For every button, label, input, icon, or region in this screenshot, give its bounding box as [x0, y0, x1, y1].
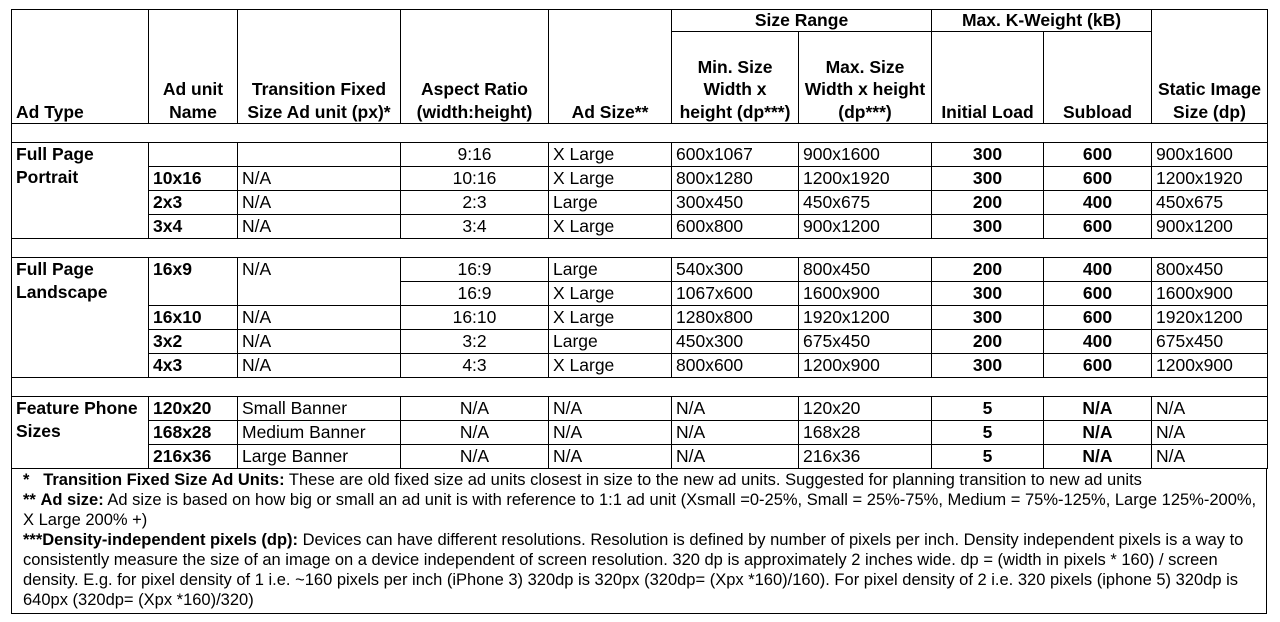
cell-min-size: 300x450 — [672, 191, 799, 215]
cell-subload: 400 — [1044, 330, 1152, 354]
cell-max-size: 1600x900 — [799, 282, 932, 306]
cell-ad-size: X Large — [549, 282, 672, 306]
header-size-range: Size Range — [672, 10, 932, 32]
cell-static-image: 1200x1920 — [1152, 167, 1268, 191]
footnote-dp — [12, 530, 1266, 610]
footnote-heading: Density-independent pixels (dp): — [42, 531, 299, 549]
cell-ad-size: X Large — [549, 167, 672, 191]
table-row — [12, 330, 1268, 354]
cell-transition: N/A — [238, 167, 401, 191]
cell-subload: N/A — [1044, 445, 1152, 469]
cell-unit-name: 168x28 — [149, 421, 238, 445]
cell-static-image: 450x675 — [1152, 191, 1268, 215]
header-max-size: Max. Size Width x height (dp***) — [799, 32, 932, 124]
table-row — [12, 215, 1268, 239]
cell-transition: N/A — [238, 215, 401, 239]
cell-initial-load: 5 — [932, 421, 1044, 445]
cell-subload: 600 — [1044, 354, 1152, 378]
cell-aspect: N/A — [401, 397, 549, 421]
cell-ad-size: N/A — [549, 397, 672, 421]
cell-aspect: 3:4 — [401, 215, 549, 239]
cell-static-image: 1920x1200 — [1152, 306, 1268, 330]
cell-initial-load: 300 — [932, 215, 1044, 239]
cell-min-size: 600x1067 — [672, 143, 799, 167]
footnote-heading: Ad size: — [40, 491, 104, 509]
cell-aspect: 10:16 — [401, 167, 549, 191]
footnote-mark: ** — [23, 491, 36, 509]
cell-initial-load: 200 — [932, 191, 1044, 215]
header-transition: Transition Fixed Size Ad unit (px)* — [238, 10, 401, 124]
cell-aspect: 16:9 — [401, 282, 549, 306]
cell-initial-load: 300 — [932, 167, 1044, 191]
cell-transition: Large Banner — [238, 445, 401, 469]
cell-aspect: N/A — [401, 421, 549, 445]
cell-subload: 600 — [1044, 306, 1152, 330]
cell-min-size: 1067x600 — [672, 282, 799, 306]
cell-max-size: 900x1200 — [799, 215, 932, 239]
cell-max-size: 1920x1200 — [799, 306, 932, 330]
footnote-transition — [12, 470, 1266, 490]
footnote-mark: *** — [23, 531, 43, 549]
header-ad-type: Ad Type — [12, 10, 149, 124]
table-row — [12, 421, 1268, 445]
table-row — [12, 167, 1268, 191]
header-ad-unit-name: Ad unit Name — [149, 10, 238, 124]
cell-min-size: N/A — [672, 445, 799, 469]
cell-min-size: 540x300 — [672, 258, 799, 282]
cell-unit-name: 10x16 — [149, 167, 238, 191]
cell-ad-size: N/A — [549, 421, 672, 445]
cell-subload: 600 — [1044, 167, 1152, 191]
cell-max-size: 216x36 — [799, 445, 932, 469]
group-label-feature: Feature Phone Sizes — [12, 397, 149, 469]
cell-unit-name: 120x20 — [149, 397, 238, 421]
cell-static-image: 900x1600 — [1152, 143, 1268, 167]
cell-subload: 600 — [1044, 215, 1152, 239]
cell-unit-name: 216x36 — [149, 445, 238, 469]
cell-transition: Small Banner — [238, 397, 401, 421]
header-aspect-ratio: Aspect Ratio (width:height) — [401, 10, 549, 124]
cell-ad-size: X Large — [549, 354, 672, 378]
cell-subload: 600 — [1044, 282, 1152, 306]
table-row — [12, 306, 1268, 330]
footnote-ad-size — [12, 490, 1266, 530]
footnote-heading: Transition Fixed Size Ad Units: — [43, 471, 285, 489]
cell-min-size: 1280x800 — [672, 306, 799, 330]
cell-aspect: N/A — [401, 445, 549, 469]
cell-transition: N/A — [238, 258, 401, 306]
spacer-row — [12, 124, 1268, 143]
footnotes — [11, 468, 1267, 614]
table-row — [12, 143, 1268, 167]
cell-ad-size: N/A — [549, 445, 672, 469]
cell-max-size: 900x1600 — [799, 143, 932, 167]
cell-ad-size: X Large — [549, 306, 672, 330]
cell-subload: N/A — [1044, 421, 1152, 445]
cell-subload: N/A — [1044, 397, 1152, 421]
table-row — [12, 354, 1268, 378]
cell-min-size: N/A — [672, 397, 799, 421]
cell-initial-load: 300 — [932, 306, 1044, 330]
header-initial-load: Initial Load — [932, 32, 1044, 124]
cell-ad-size: X Large — [549, 215, 672, 239]
ad-units-table — [11, 9, 1268, 469]
footnote-body: Devices can have different resolutions. Resolution is defined by number of pixels per inch. Density independent pixels is a way to consistently measure the size of an image on a device independent of screen resolution. 320 dp is approximately 2 inches wide. dp = (width in pixels * 160) / screen density. E.g. for pixel density of 1 i.e. ~160 pixels per inch (iPhone 3) 320dp is 320px (320dp= (Xpx *160)/160). For pixel density of 2 i.e. 320 pixels (iphone 5) 320dp is 640px (320dp= (Xpx *160)/320) — [23, 531, 1244, 609]
cell-unit-name: 3x4 — [149, 215, 238, 239]
cell-initial-load: 300 — [932, 354, 1044, 378]
cell-unit-name: 16x9 — [149, 258, 238, 306]
cell-static-image: N/A — [1152, 421, 1268, 445]
cell-initial-load: 200 — [932, 258, 1044, 282]
cell-static-image: 675x450 — [1152, 330, 1268, 354]
cell-initial-load: 300 — [932, 282, 1044, 306]
cell-min-size: 450x300 — [672, 330, 799, 354]
cell-ad-size: Large — [549, 330, 672, 354]
cell-static-image: N/A — [1152, 397, 1268, 421]
cell-unit-name: 4x3 — [149, 354, 238, 378]
cell-max-size: 450x675 — [799, 191, 932, 215]
cell-ad-size: X Large — [549, 143, 672, 167]
cell-aspect: 4:3 — [401, 354, 549, 378]
footnote-body: Ad size is based on how big or small an ad unit is with reference to 1:1 ad unit (Xsmall =0-25%, Small = 25%-75%, Medium = 75%-125%, Large 125%-200%, X Large 200% +) — [23, 491, 1257, 529]
cell-unit-name — [149, 143, 238, 167]
cell-subload: 400 — [1044, 191, 1152, 215]
cell-transition: N/A — [238, 306, 401, 330]
cell-static-image: 800x450 — [1152, 258, 1268, 282]
header-subload: Subload — [1044, 32, 1152, 124]
cell-initial-load: 200 — [932, 330, 1044, 354]
cell-max-size: 168x28 — [799, 421, 932, 445]
table-row — [12, 191, 1268, 215]
cell-transition: Medium Banner — [238, 421, 401, 445]
footnote-mark: * — [23, 471, 30, 489]
table-row — [12, 258, 1268, 282]
cell-static-image: 900x1200 — [1152, 215, 1268, 239]
cell-initial-load: 5 — [932, 397, 1044, 421]
cell-max-size: 120x20 — [799, 397, 932, 421]
cell-transition — [238, 143, 401, 167]
footnote-body: These are old fixed size ad units closest in size to the new ad units. Suggested for planning transition to new ad units — [288, 471, 1142, 489]
cell-aspect: 16:9 — [401, 258, 549, 282]
cell-min-size: 600x800 — [672, 215, 799, 239]
cell-transition: N/A — [238, 330, 401, 354]
spacer-row — [12, 378, 1268, 397]
cell-initial-load: 300 — [932, 143, 1044, 167]
cell-min-size: 800x1280 — [672, 167, 799, 191]
cell-subload: 400 — [1044, 258, 1152, 282]
cell-static-image: 1600x900 — [1152, 282, 1268, 306]
cell-unit-name: 16x10 — [149, 306, 238, 330]
header-static-image: Static Image Size (dp) — [1152, 10, 1268, 124]
spacer-row — [12, 239, 1268, 258]
cell-unit-name: 2x3 — [149, 191, 238, 215]
cell-aspect: 16:10 — [401, 306, 549, 330]
cell-max-size: 800x450 — [799, 258, 932, 282]
cell-transition: N/A — [238, 191, 401, 215]
group-label-landscape: Full Page Landscape — [12, 258, 149, 378]
cell-ad-size: Large — [549, 191, 672, 215]
header-ad-size: Ad Size** — [549, 10, 672, 124]
cell-min-size: 800x600 — [672, 354, 799, 378]
cell-aspect: 3:2 — [401, 330, 549, 354]
cell-max-size: 1200x1920 — [799, 167, 932, 191]
cell-static-image: N/A — [1152, 445, 1268, 469]
cell-initial-load: 5 — [932, 445, 1044, 469]
cell-ad-size: Large — [549, 258, 672, 282]
cell-aspect: 2:3 — [401, 191, 549, 215]
table-row — [12, 445, 1268, 469]
cell-subload: 600 — [1044, 143, 1152, 167]
cell-max-size: 675x450 — [799, 330, 932, 354]
cell-static-image: 1200x900 — [1152, 354, 1268, 378]
cell-max-size: 1200x900 — [799, 354, 932, 378]
cell-transition: N/A — [238, 354, 401, 378]
group-label-portrait: Full Page Portrait — [12, 143, 149, 239]
cell-min-size: N/A — [672, 421, 799, 445]
header-min-size: Min. Size Width x height (dp***) — [672, 32, 799, 124]
cell-unit-name: 3x2 — [149, 330, 238, 354]
cell-aspect: 9:16 — [401, 143, 549, 167]
table-row — [12, 397, 1268, 421]
header-max-kweight: Max. K-Weight (kB) — [932, 10, 1152, 32]
